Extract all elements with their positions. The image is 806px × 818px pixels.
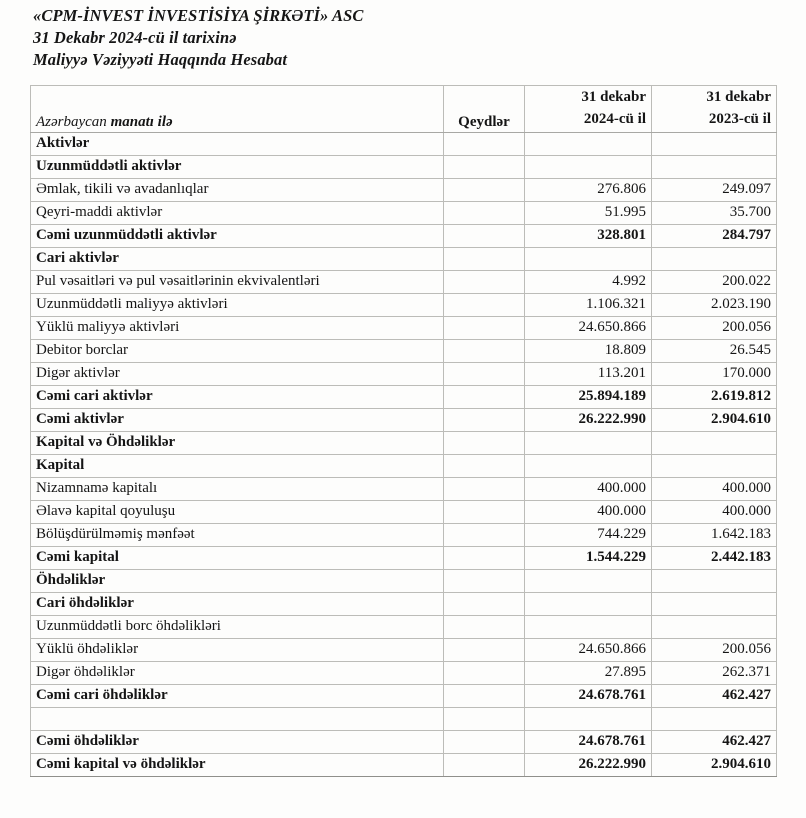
row-value-2023: 2.904.610 [652, 408, 777, 431]
row-notes [444, 454, 525, 477]
row-value-2023: 400.000 [652, 477, 777, 500]
row-label: Debitor borclar [31, 339, 444, 362]
row-value-2023: 26.545 [652, 339, 777, 362]
year-2023-column-header [652, 86, 777, 133]
table-row [31, 431, 777, 454]
row-value-2024: 276.806 [525, 178, 652, 201]
row-label: Cəmi cari öhdəliklər [31, 684, 444, 707]
row-value-2023: 170.000 [652, 362, 777, 385]
row-notes [444, 155, 525, 178]
notes-column-header: Qeydlər [444, 86, 525, 133]
row-label: Cəmi kapital və öhdəliklər [31, 753, 444, 776]
row-value-2024: 113.201 [525, 362, 652, 385]
row-value-2024: 24.650.866 [525, 638, 652, 661]
row-value-2023: 400.000 [652, 500, 777, 523]
row-value-2023: 35.700 [652, 201, 777, 224]
table-row [31, 753, 777, 776]
row-label: Uzunmüddətli borc öhdəlikləri [31, 615, 444, 638]
row-value-2024: 25.894.189 [525, 385, 652, 408]
row-notes [444, 638, 525, 661]
row-value-2024 [525, 707, 652, 730]
row-value-2023 [652, 707, 777, 730]
table-row [31, 523, 777, 546]
row-value-2024 [525, 247, 652, 270]
row-notes [444, 753, 525, 776]
row-value-2023 [652, 615, 777, 638]
row-label: Bölüşdürülməmiş mənfəət [31, 523, 444, 546]
row-label: Aktivlər [31, 132, 444, 155]
row-notes [444, 224, 525, 247]
table-row [31, 707, 777, 730]
table-row [31, 339, 777, 362]
row-value-2023: 262.371 [652, 661, 777, 684]
row-value-2024 [525, 132, 652, 155]
balance-sheet-table [30, 85, 777, 777]
row-value-2023 [652, 155, 777, 178]
row-value-2023: 200.022 [652, 270, 777, 293]
row-value-2024: 400.000 [525, 477, 652, 500]
row-label: Əlavə kapital qoyuluşu [31, 500, 444, 523]
row-label: Yüklü öhdəliklər [31, 638, 444, 661]
row-label: Cəmi öhdəliklər [31, 730, 444, 753]
row-value-2023 [652, 592, 777, 615]
table-row [31, 477, 777, 500]
row-label: Cəmi aktivlər [31, 408, 444, 431]
row-notes [444, 592, 525, 615]
table-row [31, 155, 777, 178]
table-row [31, 316, 777, 339]
row-label: Öhdəliklər [31, 569, 444, 592]
row-value-2023 [652, 431, 777, 454]
document-header [33, 5, 364, 71]
row-notes [444, 293, 525, 316]
table-body [31, 132, 777, 776]
row-value-2024 [525, 155, 652, 178]
row-value-2024 [525, 569, 652, 592]
row-notes [444, 523, 525, 546]
row-value-2024 [525, 592, 652, 615]
row-label: Kapital və Öhdəliklər [31, 431, 444, 454]
row-value-2024: 24.650.866 [525, 316, 652, 339]
row-notes [444, 339, 525, 362]
row-value-2024: 1.106.321 [525, 293, 652, 316]
row-notes [444, 178, 525, 201]
row-value-2023: 2.904.610 [652, 753, 777, 776]
row-value-2024: 744.229 [525, 523, 652, 546]
year-2023-line2: 2023-cü il [708, 110, 771, 127]
row-value-2023: 2.442.183 [652, 546, 777, 569]
table-row [31, 730, 777, 753]
row-value-2024: 27.895 [525, 661, 652, 684]
table-row [31, 661, 777, 684]
row-value-2024: 26.222.990 [525, 408, 652, 431]
row-notes [444, 201, 525, 224]
row-notes [444, 270, 525, 293]
report-name: Maliyyə Vəziyyəti Haqqında Hesabat [33, 49, 288, 69]
row-notes [444, 477, 525, 500]
row-label: Cari öhdəliklər [31, 592, 444, 615]
row-value-2023 [652, 247, 777, 270]
table-row [31, 500, 777, 523]
row-label: Uzunmüddətli maliyyə aktivləri [31, 293, 444, 316]
table-row [31, 615, 777, 638]
row-value-2024 [525, 431, 652, 454]
row-notes [444, 569, 525, 592]
row-value-2024: 24.678.761 [525, 684, 652, 707]
year-2024-line1: 31 dekabr [581, 89, 646, 105]
row-notes [444, 546, 525, 569]
currency-note-bold: manatı ilə [110, 113, 173, 130]
year-2024-line2: 2024-cü il [583, 110, 646, 127]
currency-note-header [31, 86, 444, 133]
row-label: Nizamnamə kapitalı [31, 477, 444, 500]
row-value-2023: 200.056 [652, 316, 777, 339]
row-value-2024: 51.995 [525, 201, 652, 224]
table-row [31, 201, 777, 224]
row-value-2024: 328.801 [525, 224, 652, 247]
row-notes [444, 247, 525, 270]
row-notes [444, 408, 525, 431]
row-notes [444, 661, 525, 684]
row-notes [444, 316, 525, 339]
row-notes [444, 730, 525, 753]
row-value-2024: 18.809 [525, 339, 652, 362]
table-row [31, 546, 777, 569]
row-label: Qeyri-maddi aktivlər [31, 201, 444, 224]
table-row [31, 684, 777, 707]
row-notes [444, 431, 525, 454]
row-value-2024 [525, 615, 652, 638]
row-notes [444, 615, 525, 638]
table-row [31, 592, 777, 615]
row-value-2024: 1.544.229 [525, 546, 652, 569]
row-value-2024: 26.222.990 [525, 753, 652, 776]
table-row [31, 385, 777, 408]
row-value-2023: 284.797 [652, 224, 777, 247]
table-row [31, 638, 777, 661]
row-value-2023: 2.023.190 [652, 293, 777, 316]
row-value-2023: 200.056 [652, 638, 777, 661]
table-row [31, 270, 777, 293]
row-label: Digər öhdəliklər [31, 661, 444, 684]
table-row [31, 454, 777, 477]
row-label: Pul vəsaitləri və pul vəsaitlərinin ekvivalentləri [31, 270, 444, 293]
report-date-line: 31 Dekabr 2024-cü il tarixinə [33, 27, 237, 47]
row-notes [444, 707, 525, 730]
year-2024-column-header [525, 86, 652, 133]
row-value-2023: 2.619.812 [652, 385, 777, 408]
table-row [31, 132, 777, 155]
row-label: Uzunmüddətli aktivlər [31, 155, 444, 178]
year-2023-line1: 31 dekabr [706, 89, 771, 105]
company-title: «CPM-İNVEST İNVESTİSİYA ŞİRKƏTİ» ASC [33, 6, 364, 25]
row-value-2024 [525, 454, 652, 477]
row-value-2023 [652, 132, 777, 155]
row-notes [444, 385, 525, 408]
row-label: Yüklü maliyyə aktivləri [31, 316, 444, 339]
table-row [31, 569, 777, 592]
row-value-2024: 4.992 [525, 270, 652, 293]
row-label: Cəmi kapital [31, 546, 444, 569]
row-label: Cəmi uzunmüddətli aktivlər [31, 224, 444, 247]
row-label: Kapital [31, 454, 444, 477]
row-label: Digər aktivlər [31, 362, 444, 385]
row-label: Cəmi cari aktivlər [31, 385, 444, 408]
table-header-row [31, 86, 777, 133]
row-notes [444, 362, 525, 385]
row-notes [444, 500, 525, 523]
row-notes [444, 684, 525, 707]
row-label: Əmlak, tikili və avadanlıqlar [31, 178, 444, 201]
row-value-2023: 462.427 [652, 730, 777, 753]
row-label: Cari aktivlər [31, 247, 444, 270]
row-notes [444, 132, 525, 155]
row-value-2024: 400.000 [525, 500, 652, 523]
table-row [31, 247, 777, 270]
table-row [31, 293, 777, 316]
row-label [31, 707, 444, 730]
currency-note-regular: Azərbaycan [36, 113, 111, 130]
table-row [31, 224, 777, 247]
row-value-2023 [652, 454, 777, 477]
row-value-2023 [652, 569, 777, 592]
table-row [31, 178, 777, 201]
row-value-2023: 249.097 [652, 178, 777, 201]
row-value-2024: 24.678.761 [525, 730, 652, 753]
row-value-2023: 1.642.183 [652, 523, 777, 546]
table-row [31, 408, 777, 431]
row-value-2023: 462.427 [652, 684, 777, 707]
table-row [31, 362, 777, 385]
